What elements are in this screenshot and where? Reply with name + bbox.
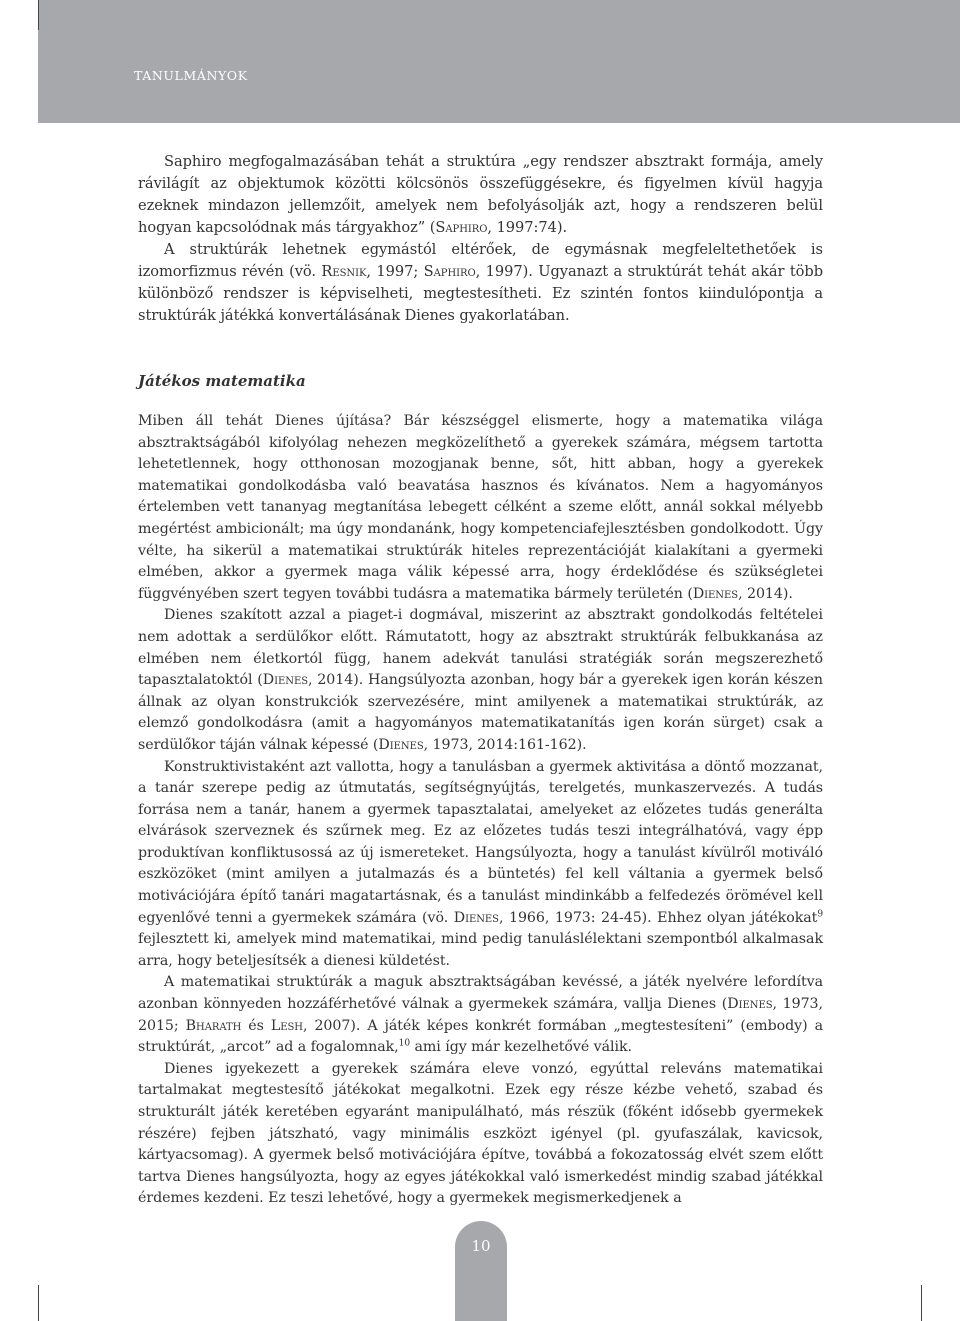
header-band (38, 0, 960, 123)
section-heading: Játékos matematika (138, 372, 306, 390)
crop-mark-top-left (38, 0, 39, 30)
crop-mark-bottom-right (921, 1285, 922, 1321)
intro-paragraph-1: Saphiro megfogalmazásában tehát a struktúra „egy rendszer absztrakt formája, amely rávilágít az objektumok közötti kölcsönös összefüggésekre, és figyelmen kívül hagyja ezeknek mindazon jellemzőit, amelyek nem befolyásolják azt, hogy a rendszeren belül hogyan kapcsolódnak más tárgyakhoz” (Saphiro, 1997:74). (138, 153, 823, 236)
article-body (138, 151, 823, 1210)
intro-paragraph-2: A struktúrák lehetnek egymástól eltérőek, de egymásnak megfeleltethetőek is izomorfizmus révén (vö. Resnik, 1997; Saphiro, 1997). Ugyanazt a struktúrát tehát akár több különböző rendszer is képviselheti, megtestesítheti. Ez szintén fontos kiindulópontja a struktúrák játékká konvertálásának Dienes gyakorlatában. (138, 241, 823, 324)
body-paragraph-2: Dienes szakított azzal a piaget-i dogmával, miszerint az absztrakt gondolkodás feltételei nem adottak a serdülőkor előtt. Rámutatott, hogy az absztrakt struktúrák felbukkanása az elmében nem életkortól függ, hanem adekvát tanulási stratégiák során megszerezhető tapasztalatoktól (Dienes, 2014). Hangsúlyozta azonban, hogy bár a gyerekek igen korán készen állnak az olyan konstrukciók szervezésére, mint amilyenek a matematikai struktúrák, az elemző gondolkodásra (amit a hagyományos matematikatanítás igen korán sürget) csak a serdülőkor táján válnak képessé (Dienes, 1973, 2014:161-162). (138, 607, 823, 753)
body-paragraph-3: Konstruktivistaként azt vallotta, hogy a tanulásban a gyermek aktivitása a döntő mozzanat, a tanár szerepe pedig az útmutatás, segítségnyújtás, terelgetés, munkaszervezés. A tudás forrása nem a tanár, hanem a gyermek tapasztalatai, amelyeket az előzetes tudás generálta elvárások szerveznek és szűrnek meg. Ez az előzetes tudás teszi integrálhatóvá, vagy épp produktívan konfliktusossá az új ismereteket. Hangsúlyozta, hogy a tanulást kívülről motiváló eszközöket (mint amilyen a jutalmazás és a büntetés) fel kell váltania a gyermek belső motivációjára építő tanári magatartásnak, és a tanulást mindinkább a felfedezés örömével kell egyenlővé tenni a gyermekek számára (vö. Dienes, 1966, 1973: 24-45). Ehhez olyan játékokat$^9$ fejlesztett ki, amelyek mind matematikai, mind pedig tanuláslélektani szempontból alkalmasak arra, hogy beteljesítsék a dienesi küldetést. (138, 758, 823, 969)
footnote-ref-9: 9 (817, 908, 823, 919)
body-paragraph-5: Dienes igyekezett a gyerekek számára eleve vonzó, egyúttal releváns matematikai tartalmakat megtestesítő játékokat megalkotni. Ezek egy része kézbe vehető, szabad és strukturált játék keretében egyaránt manipulálható, más részük (főként idősebb gyermekek részére) fejben játszható, vagy minimális eszközt igényel (pl. gyufaszálak, kavicsok, kártyacsomag). A gyermek belső motivációjára építve, továbbá a fokozatosság elvét szem előtt tartva Dienes hangsúlyozta, hogy az egyes játékokkal való ismerkedést mindig szabad játékkal érdemes kezdeni. Ez teszi lehetővé, hogy a gyermekek megismerkedjenek a (138, 1060, 823, 1207)
running-title: TANULMÁNYOK (134, 68, 248, 83)
page-number-tab (455, 1221, 507, 1321)
body-paragraph-4: A matematikai struktúrák a maguk absztraktságában kevéssé, a játék nyelvére lefordítva azonban könnyeden hozzáférhetővé válnak a gyermekek számára, vallja Dienes (Dienes, 1973, 2015; Bharath és Lesh, 2007). A játék képes konkrét formában „megtestesíteni” (embody) a struktúrát, „arcot” ad a fogalomnak,$^{10}$ ami így már kezelhetővé válik. (138, 974, 823, 1056)
page-number: 10 (471, 1237, 491, 1255)
footnote-ref-10: 10 (398, 1038, 410, 1049)
crop-mark-bottom-left (38, 1285, 39, 1321)
body-paragraph-1: Miben áll tehát Dienes újítása? Bár készséggel elismerte, hogy a matematika világa absztraktságából kifolyólag nehezen megközelíthető a gyerekek számára, mégsem tartotta lehetetlennek, hogy otthonosan mozogjanak benne, sőt, hitt abban, hogy a gyerekek matematikai gondolkodásba való beavatása hasznos és kívánatos. Nem a hagyományos értelemben vett tananyag megtanítása lebegett célként a szeme előtt, annál sokkal mélyebb megértést ambicionált; ma úgy mondanánk, hogy kompetenciafejlesztésben gondolkodott. Úgy vélte, ha sikerül a matematikai struktúrák hiteles reprezentációját kialakítani a gyermeki elmében, akkor a gyermek maga válik képessé arra, hogy érdeklődése és szükségletei függvényében szert tegyen további tudásra a matematika bármely területén (Dienes, 2014). (138, 413, 823, 602)
